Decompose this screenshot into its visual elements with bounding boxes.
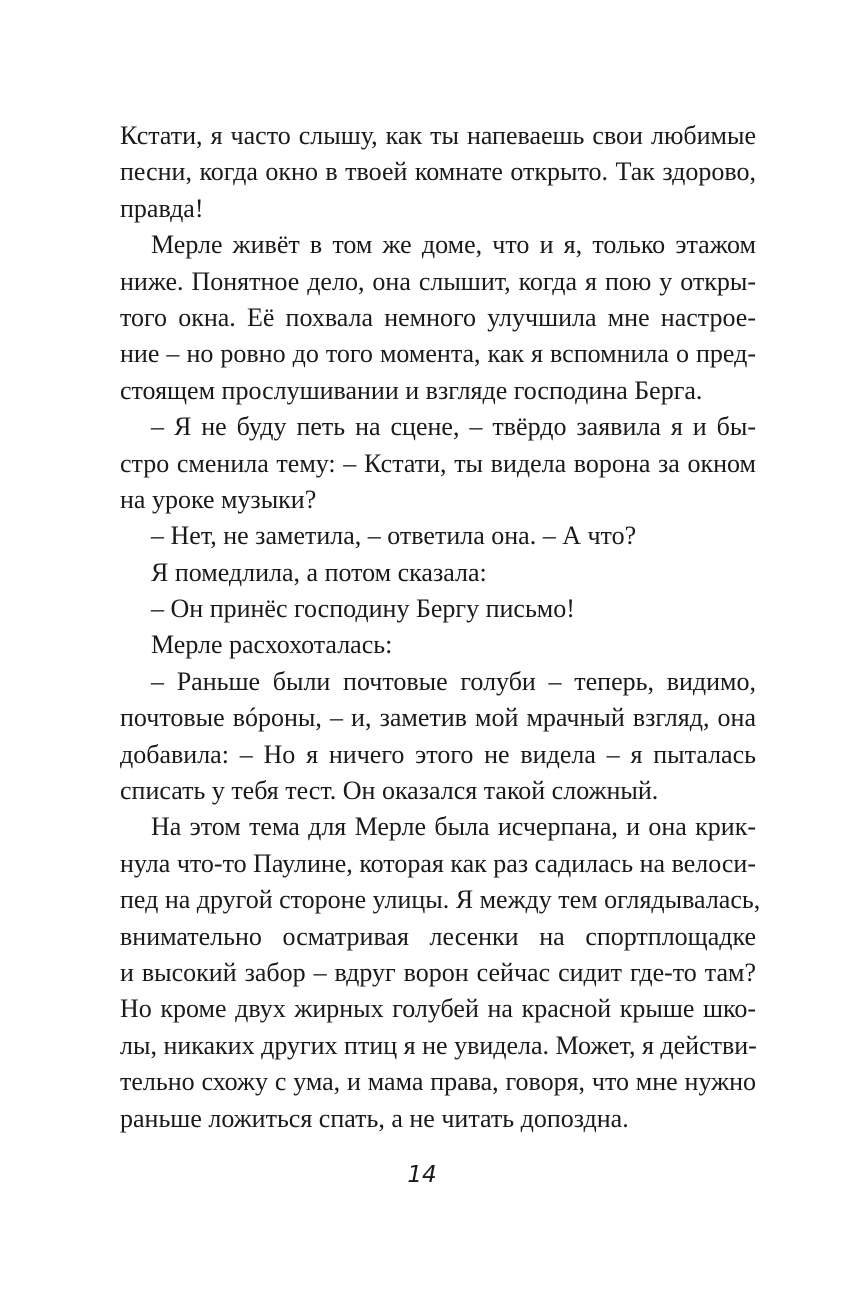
text-line: раньше ложиться спать, а не читать допоздна. <box>120 1103 629 1133</box>
text-line: – Раньше были почтовые голуби – теперь, видимо, <box>151 666 756 696</box>
text-line: Я помедлила, а потом сказала: <box>151 557 487 587</box>
text-line: списать у тебя тест. Он оказался такой сложный. <box>120 776 659 806</box>
text-line: стоящем прослушивании и взгляде господина Берга. <box>120 375 703 405</box>
text-line: песни, когда окно в твоей комнате открыто. Так здорово, <box>120 157 756 187</box>
text-line: Мерле расхохоталась: <box>151 630 393 660</box>
text-line: ние – но ровно до того момента, как я вспомнила о пред- <box>120 339 756 369</box>
text-line: Но кроме двух жирных голубей на красной крыше шко- <box>120 994 756 1024</box>
text-line: тельно схожу с ума, и мама права, говоря, что мне нужно <box>120 1067 756 1097</box>
body-text <box>120 118 761 1137</box>
text-line: Кстати, я часто слышу, как ты напеваешь свои любимые <box>120 121 756 150</box>
text-line: На этом тема для Мерле была исчерпана, и она крик- <box>151 812 756 842</box>
text-line: внимательно осматривая лесенки на спортплощадке <box>120 921 756 951</box>
text-line: лы, никаких других птиц я не увидела. Может, я действи- <box>120 1030 757 1060</box>
text-line: и высокий забор – вдруг ворон сейчас сидит где-то там? <box>120 957 756 987</box>
text-line: правда! <box>120 193 204 223</box>
text-line: нула что-то Паулине, которая как раз садилась на велоси- <box>120 848 756 878</box>
text-line: – Он принёс господину Бергу письмо! <box>151 594 575 624</box>
text-line: пед на другой стороне улицы. Я между тем оглядывалась, <box>120 885 761 915</box>
page-number: 14 <box>407 1162 437 1188</box>
text-line: стро сменила тему: – Кстати, ты видела ворона за окном <box>120 448 756 478</box>
text-line: добавила: – Но я ничего этого не видела – я пыталась <box>120 739 756 769</box>
text-line: того окна. Её похвала немного улучшила мне настрое- <box>120 302 756 332</box>
text-line: почтовые вóроны, – и, заметив мой мрачный взгляд, она <box>120 703 756 733</box>
text-line: на уроке музыки? <box>120 484 317 514</box>
text-line: – Я не буду петь на сцене, – твёрдо заявила я и бы- <box>151 412 756 442</box>
text-line: – Нет, не заметила, – ответила она. – А что? <box>151 521 637 551</box>
text-line: ниже. Понятное дело, она слышит, когда я пою у откры- <box>120 266 756 296</box>
text-line: Мерле живёт в том же доме, что и я, только этажом <box>151 230 756 260</box>
